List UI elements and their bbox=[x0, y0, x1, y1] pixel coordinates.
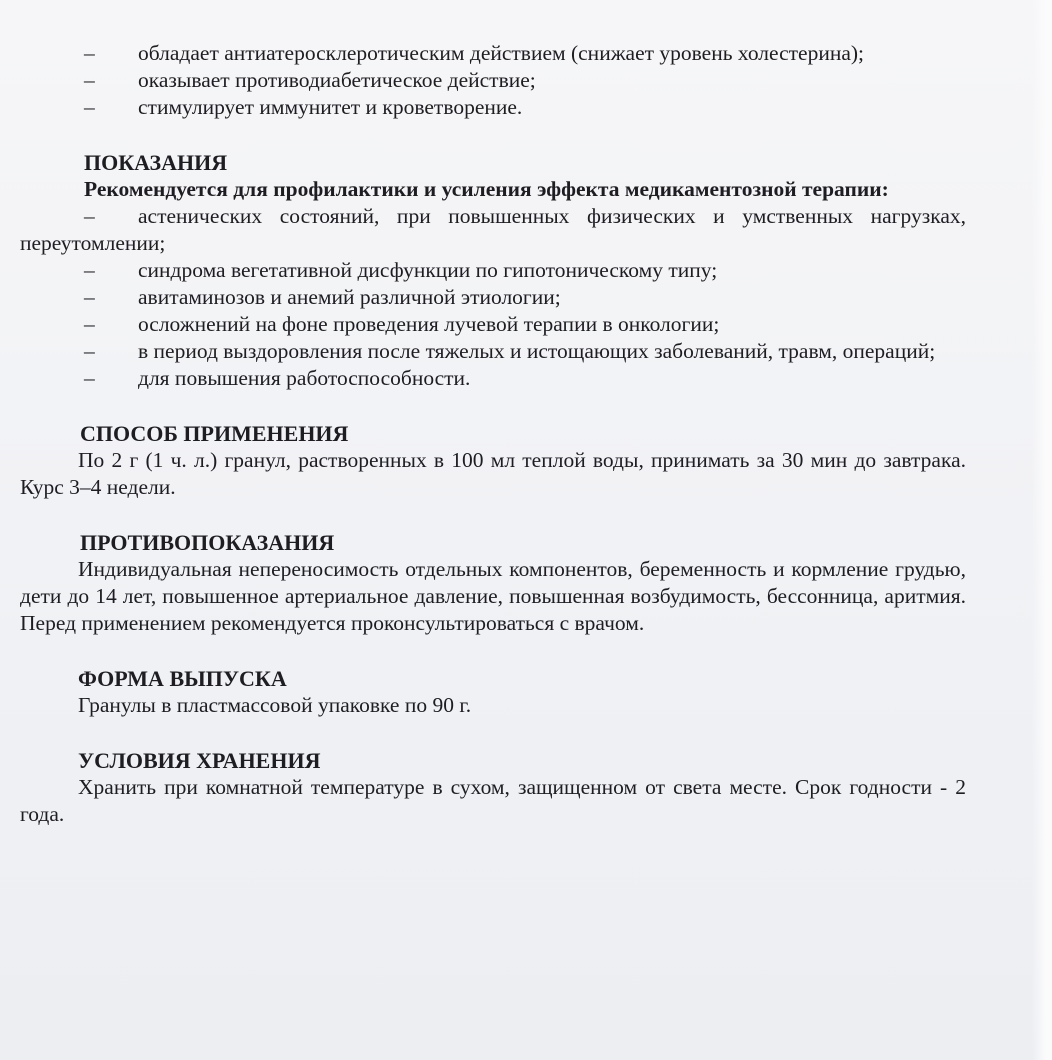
list-item bbox=[20, 365, 966, 392]
list-dash: – bbox=[84, 95, 95, 119]
list-item-text: астенических состояний, при повышенных физических и умственных нагрузках, переутомлении; bbox=[20, 204, 966, 255]
list-item bbox=[20, 338, 966, 365]
dosage-text: По 2 г (1 ч. л.) гранул, растворенных в 100 мл теплой воды, принимать за 30 мин до завтрака. Курс 3–4 недели. bbox=[20, 448, 966, 499]
list-item-text: авитаминозов и анемий различной этиологии; bbox=[138, 285, 561, 309]
list-item-text: оказывает противодиабетическое действие; bbox=[138, 68, 536, 92]
list-item-text: осложнений на фоне проведения лучевой терапии в онкологии; bbox=[138, 312, 720, 336]
list-dash: – bbox=[84, 339, 95, 363]
list-item-text: для повышения работоспособности. bbox=[138, 366, 471, 390]
list-dash: – bbox=[84, 41, 95, 65]
section-heading-indications: ПОКАЗАНИЯ bbox=[84, 150, 228, 175]
list-item bbox=[20, 257, 966, 284]
section-heading-contraindications: ПРОТИВОПОКАЗАНИЯ bbox=[80, 530, 335, 555]
release-form-text: Гранулы в пластмассовой упаковке по 90 г. bbox=[78, 693, 472, 717]
list-dash: – bbox=[84, 204, 95, 228]
list-item-text: синдрома вегетативной дисфункции по гипотоническому типу; bbox=[138, 258, 718, 282]
list-item bbox=[20, 203, 966, 257]
list-dash: – bbox=[84, 366, 95, 390]
indications-lead: Рекомендуется для профилактики и усиления эффекта медикаментозной терапии: bbox=[84, 177, 889, 201]
section-heading-storage: УСЛОВИЯ ХРАНЕНИЯ bbox=[78, 748, 321, 773]
list-item bbox=[20, 40, 966, 67]
list-dash: – bbox=[84, 258, 95, 282]
contraindications-text: Индивидуальная непереносимость отдельных компонентов, беременность и кормление грудью, дети до 14 лет, повышенное артериальное давление, повышенная возбудимость, бессонница, аритмия. Перед применением рекомендуется проконсультироваться с врачом. bbox=[20, 557, 966, 635]
list-item-text: в период выздоровления после тяжелых и истощающих заболеваний, травм, операций; bbox=[138, 339, 936, 363]
list-dash: – bbox=[84, 312, 95, 336]
storage-text: Хранить при комнатной температуре в сухом, защищенном от света месте. Срок годности - 2 года. bbox=[20, 775, 966, 826]
section-heading-dosage: СПОСОБ ПРИМЕНЕНИЯ bbox=[80, 421, 349, 446]
section-heading-release-form: ФОРМА ВЫПУСКА bbox=[78, 666, 287, 691]
list-item bbox=[20, 67, 966, 94]
list-item-text: обладает антиатеросклеротическим действием (снижает уровень холестерина); bbox=[138, 41, 865, 65]
list-item bbox=[20, 311, 966, 338]
list-dash: – bbox=[84, 285, 95, 309]
list-dash: – bbox=[84, 68, 95, 92]
list-item bbox=[20, 94, 966, 121]
document-body bbox=[20, 40, 966, 828]
list-item bbox=[20, 284, 966, 311]
list-item-text: стимулирует иммунитет и кроветворение. bbox=[138, 95, 523, 119]
